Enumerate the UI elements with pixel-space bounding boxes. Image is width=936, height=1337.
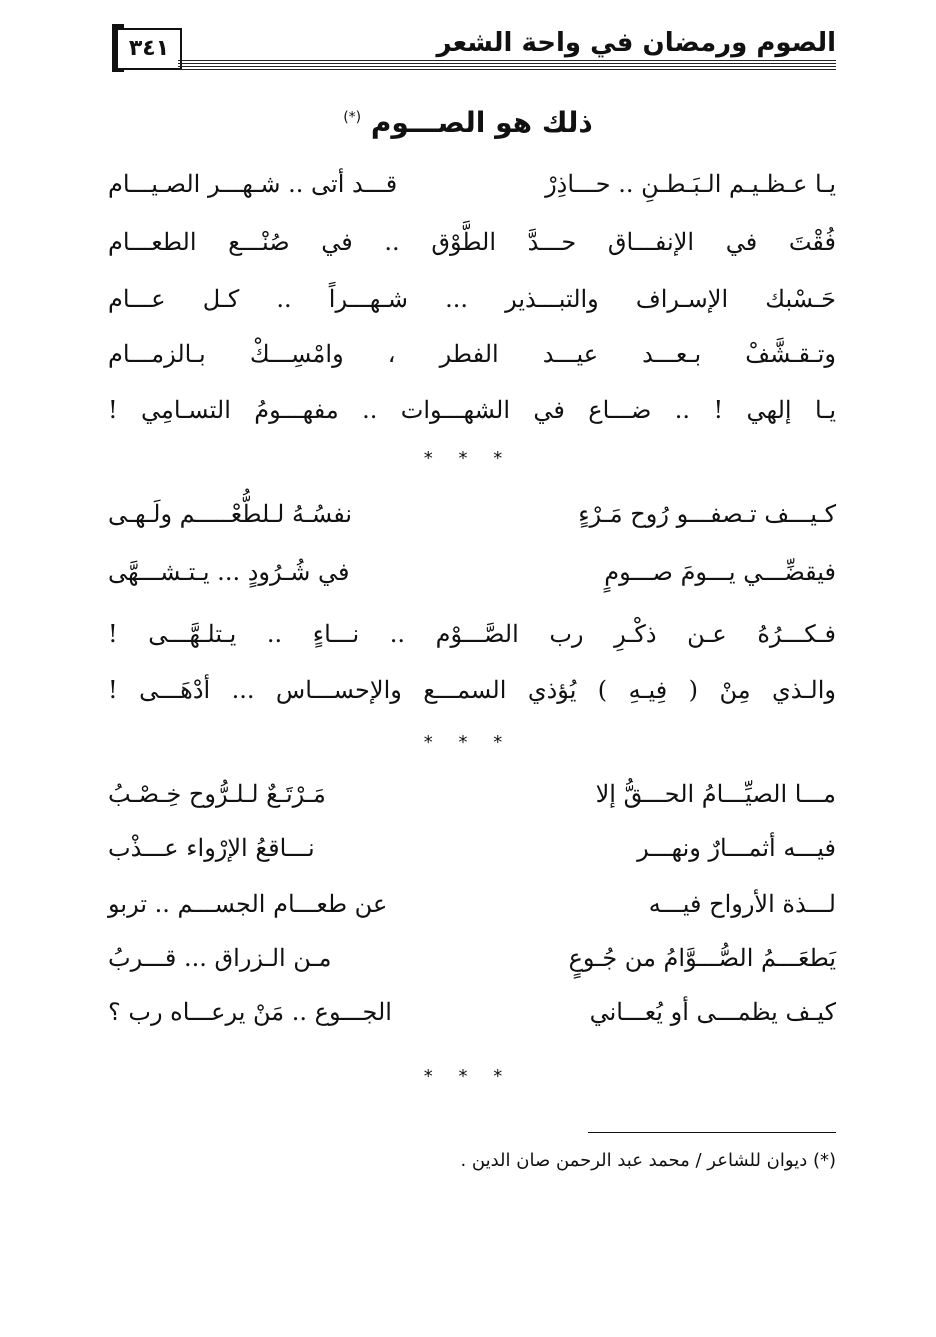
- verse-hemistich-right: يَطعَـــمُ الصُّـــوَّامُ من جُـوعٍ: [568, 944, 836, 972]
- section-separator: * * *: [423, 732, 513, 753]
- verse-hemistich-left: عن طعـــام الجســـم .. تربو: [108, 890, 388, 918]
- poem-title: [200, 106, 736, 139]
- poem-title-text: ذلك هو الصـــوم: [370, 106, 593, 139]
- verse-hemistich-right: يـا عـظـيـم الـبَـطـنِ .. حـــاذِرْ: [545, 170, 836, 198]
- verse-line: [108, 500, 836, 540]
- verse-line: [108, 834, 836, 874]
- verse-hemistich-right: فيـــه أثمـــارٌ ونهـــر: [637, 834, 836, 862]
- footnote: (*) ديوان للشاعر / محمد عبد الرحمن صان الدين .: [460, 1150, 836, 1171]
- verse-line: [108, 944, 836, 984]
- verse-hemistich-right: مـــا الصيِّـــامُ الحـــقُّ إلا: [595, 780, 836, 808]
- verse-line: حَـسْبك الإسـراف والتبـــذير ... شـهـــراً .. كـل عـــام: [108, 285, 836, 313]
- verse-hemistich-left: نـــاقعُ الإرْواء عـــذْب: [108, 834, 315, 862]
- header-rule: [178, 60, 836, 72]
- verse-hemistich-left: نفسُـهُ لـلطُّعْـــــم ولَـهـى: [108, 500, 353, 528]
- section-separator: * * *: [423, 1066, 513, 1087]
- verse-hemistich-left: مَـرْتَـعٌ لـلـرُّوح خِـصْـبُ: [108, 780, 326, 808]
- verse-hemistich-left: في شُـرُودٍ ... يـتـشـــهَّى: [108, 558, 350, 586]
- verse-line: والـذي مِنْ ( فِيـهِ ) يُؤذي السمـــع والإحســـاس ... أدْهَـــى !: [108, 676, 836, 704]
- verse-hemistich-left: مـن الـزراق ... قـــربُ: [108, 944, 332, 972]
- verse-hemistich-right: كيـف يظمـــى أو يُعـــاني: [589, 998, 836, 1026]
- verse-line: فـكـــرُهُ عـن ذكْـرِ رب الصَّـــوْم .. نـــاءٍ .. يـتلـهَّـــى !: [108, 620, 836, 648]
- verse-hemistich-right: فيقضِّـــي يـــومَ صـــومٍ: [604, 558, 836, 586]
- verse-line: [108, 890, 836, 930]
- verse-line: [108, 170, 836, 210]
- verse-line: [108, 558, 836, 598]
- verse-line: فُقْتَ في الإنفـــاق حـــدَّ الطَّوْق .. في صُنْـــع الطعـــام: [108, 228, 836, 256]
- verse-hemistich-right: كـيـــف تـصفـــو رُوح مَـرْءٍ: [578, 500, 836, 528]
- page-number: ٣٤١: [116, 28, 182, 70]
- poem-footnote-mark: (*): [343, 109, 362, 126]
- verse-line: وتـقـشَّفْ بـعـــد عيـــد الفطر ، وامْسِـــكْ بـالزمـــام: [108, 340, 836, 368]
- section-separator: * * *: [423, 448, 513, 469]
- verse-line: [108, 780, 836, 820]
- footnote-rule: [588, 1132, 836, 1133]
- verse-line: يـا إلهي ! .. ضـــاع في الشهـــوات .. مفهـــومُ التسـامِي !: [108, 396, 836, 424]
- verse-hemistich-right: لـــذة الأرواح فيـــه: [648, 890, 836, 918]
- verse-line: [108, 998, 836, 1038]
- verse-hemistich-left: قـــد أتى .. شـهـــر الصـيـــام: [108, 170, 398, 198]
- verse-hemistich-left: الجـــوع .. مَنْ يرعـــاه رب ؟: [108, 998, 392, 1026]
- running-header-title: الصوم ورمضان في واحة الشعر: [436, 28, 836, 58]
